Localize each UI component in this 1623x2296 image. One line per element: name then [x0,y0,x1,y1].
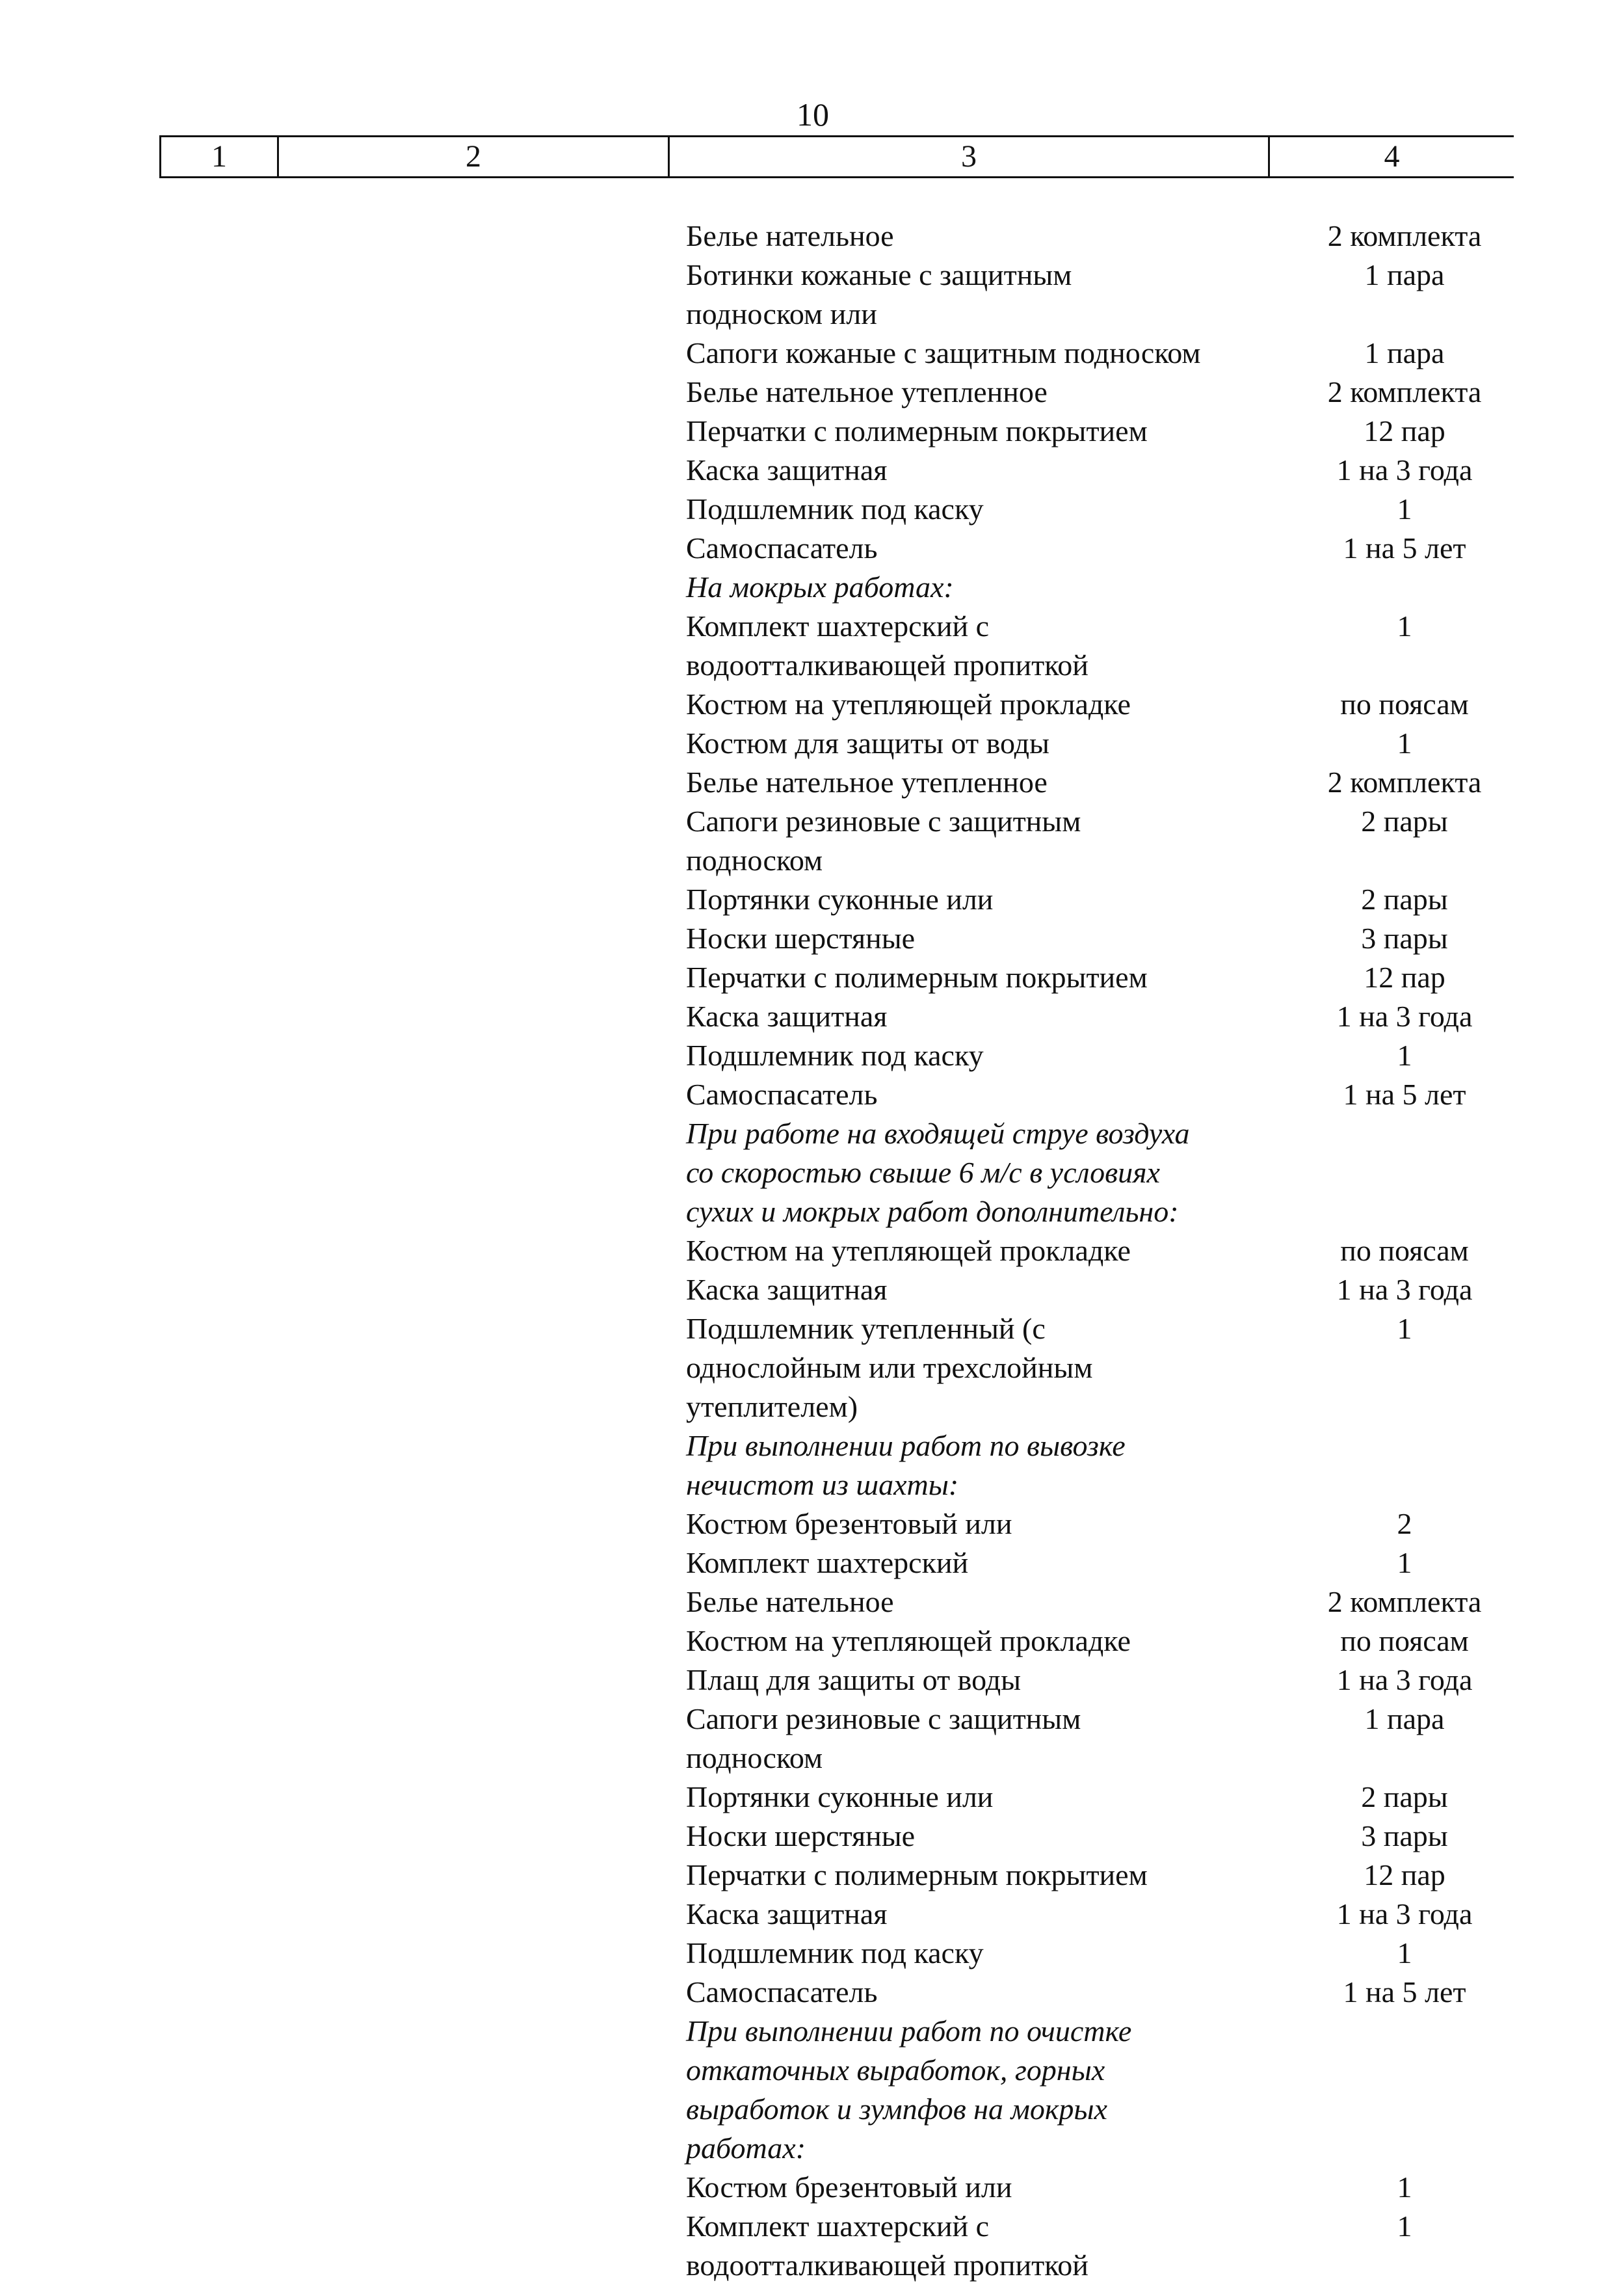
item-row [686,1895,1531,1934]
item-quantity: 1 [1397,1312,1412,1345]
section-heading [686,2012,1284,2168]
item-name-line: Костюм на утепляющей прокладке [686,1234,1131,1267]
item-name [686,997,1284,1036]
item-name-line: Самоспасатель [686,1975,878,2009]
item-name-line: водоотталкивающей пропиткой [686,648,1089,682]
item-quantity: по поясам [1340,687,1469,721]
item-row [686,724,1531,763]
item-name-line: Комплект шахтерский с [686,609,990,643]
item-name-line: Костюм брезентовый или [686,1507,1012,1540]
item-row [686,1036,1531,1075]
item-name [686,880,1284,919]
item-name-line: Самоспасатель [686,1078,878,1111]
item-name-line: подноском [686,1741,823,1774]
item-name [686,1973,1284,2012]
item-row [686,1856,1531,1895]
item-name-line: При выполнении работ по очистке [686,2014,1132,2048]
item-name [686,1700,1284,1778]
item-name-line: На мокрых работах: [686,570,954,604]
item-name-line: Перчатки с полимерным покрытием [686,961,1148,994]
item-quantity: 12 пар [1364,1858,1445,1891]
item-name-line: утеплителем) [686,1390,858,1423]
item-name [686,607,1284,685]
item-name-line: Костюм для защиты от воды [686,727,1049,760]
item-name-line: со скоростью свыше 6 м/с в условиях [686,1156,1160,1189]
item-quantity: по поясам [1340,1234,1469,1267]
item-name-line: Подшлемник под каску [686,1039,984,1072]
item-name [686,529,1284,568]
item-name [686,1036,1284,1075]
item-name [686,919,1284,958]
item-name-line: выработок и зумпфов на мокрых [686,2092,1107,2126]
item-row [686,685,1531,724]
item-name-line: Портянки суконные или [686,883,994,916]
item-quantity: 2 комплекта [1327,1585,1482,1618]
item-name [686,802,1284,880]
item-name-line: Каска защитная [686,1000,888,1033]
item-quantity: 1 [1397,727,1412,760]
item-name-line: Перчатки с полимерным покрытием [686,414,1148,447]
header-column-1: 1 [161,137,279,176]
item-row [686,412,1531,451]
header-column-3: 3 [670,137,1270,176]
item-quantity: 1 [1397,609,1412,643]
item-row [686,1075,1531,1114]
item-name-line: Сапоги кожаные с защитным подноском [686,336,1201,369]
item-row [686,529,1531,568]
item-name [686,2168,1284,2207]
item-name-line: подноском [686,844,823,877]
item-row [686,217,1531,256]
item-name [686,1622,1284,1661]
section-heading-row [686,2012,1531,2168]
item-name [686,1231,1284,1270]
item-row [686,802,1531,880]
item-row [686,1661,1531,1700]
item-row [686,997,1531,1036]
item-name [686,1075,1284,1114]
item-row [686,2207,1531,2285]
item-row [686,919,1531,958]
section-heading-row [686,1114,1531,1231]
item-name [686,1582,1284,1622]
item-quantity: 1 пара [1364,336,1445,369]
item-quantity: 1 [1397,492,1412,526]
table-header [159,135,1514,178]
item-quantity: 2 пары [1361,883,1448,916]
item-quantity: 1 пара [1364,258,1445,291]
item-name [686,2207,1284,2285]
item-quantity: 1 на 3 года [1336,1000,1473,1033]
item-name-line: Каска защитная [686,1897,888,1930]
item-row [686,1504,1531,1543]
item-row [686,2168,1531,2207]
item-row [686,373,1531,412]
item-quantity: 1 на 3 года [1336,1897,1473,1930]
item-row [686,451,1531,490]
item-quantity [1284,1426,1525,1504]
item-row [686,1309,1531,1426]
item-quantity [1284,568,1525,607]
item-name [686,763,1284,802]
item-name-line: Комплект шахтерский с [686,2209,990,2243]
item-name-line: Портянки суконные или [686,1780,994,1813]
item-quantity [1284,1114,1525,1231]
item-row [686,1543,1531,1582]
item-row [686,880,1531,919]
item-name-line: Костюм брезентовый или [686,2170,1012,2204]
item-name-line: Сапоги резиновые с защитным [686,805,1081,838]
item-name [686,1895,1284,1934]
item-quantity: 2 комплекта [1327,375,1482,408]
item-name-line: Носки шерстяные [686,922,916,955]
item-quantity: 3 пары [1361,1819,1448,1852]
item-row [686,1778,1531,1817]
item-name [686,1934,1284,1973]
section-heading [686,568,1284,607]
item-quantity: 1 на 5 лет [1343,531,1466,565]
item-name [686,1309,1284,1426]
ppe-items-list [686,217,1531,2285]
item-row [686,1582,1531,1622]
item-row [686,958,1531,997]
header-column-4: 4 [1384,139,1400,174]
item-name-line: откаточных выработок, горных [686,2053,1105,2087]
item-quantity: 1 на 5 лет [1343,1975,1466,2009]
item-quantity: 1 [1397,1039,1412,1072]
item-name-line: Костюм на утепляющей прокладке [686,687,1131,721]
item-name-line: Каска защитная [686,1273,888,1306]
item-name [686,373,1284,412]
item-name-line: Самоспасатель [686,531,878,565]
item-row [686,1973,1531,2012]
item-name [686,1504,1284,1543]
item-quantity: 1 пара [1364,1702,1445,1735]
item-name-line: Носки шерстяные [686,1819,916,1852]
item-row [686,1934,1531,1973]
item-name-line: Сапоги резиновые с защитным [686,1702,1081,1735]
header-column-2: 2 [279,137,670,176]
item-name-line: При работе на входящей струе воздуха [686,1117,1190,1150]
item-row [686,607,1531,685]
item-name [686,334,1284,373]
item-name-line: Белье нательное утепленное [686,375,1048,408]
item-quantity: 1 [1397,1546,1412,1579]
item-quantity: 1 на 3 года [1336,1663,1473,1696]
item-name-line: Белье нательное утепленное [686,766,1048,799]
item-quantity: 2 комплекта [1327,766,1482,799]
item-quantity: 1 [1397,2209,1412,2243]
item-name [686,724,1284,763]
item-name-line: Подшлемник под каску [686,1936,984,1969]
item-quantity: 1 на 5 лет [1343,1078,1466,1111]
item-quantity: 1 на 3 года [1336,453,1473,487]
item-name [686,1661,1284,1700]
item-row [686,1700,1531,1778]
item-name-line: однослойным или трехслойным [686,1351,1093,1384]
item-name-line: Каска защитная [686,453,888,487]
item-name-line: При выполнении работ по вывозке [686,1429,1126,1462]
item-quantity: 12 пар [1364,961,1445,994]
item-quantity: 2 [1397,1507,1412,1540]
item-name-line: Костюм на утепляющей прокладке [686,1624,1131,1657]
item-name [686,217,1284,256]
item-quantity: 1 [1397,2170,1412,2204]
item-row [686,1622,1531,1661]
item-row [686,1817,1531,1856]
item-name [686,685,1284,724]
item-quantity: 3 пары [1361,922,1448,955]
item-name [686,490,1284,529]
item-quantity: по поясам [1340,1624,1469,1657]
item-name-line: Комплект шахтерский [686,1546,969,1579]
item-name-line: подноском или [686,297,877,330]
item-name [686,958,1284,997]
item-name [686,256,1284,334]
item-name-line: Белье нательное [686,219,894,252]
section-heading-row [686,568,1531,607]
item-name-line: Белье нательное [686,1585,894,1618]
item-name-line: Перчатки с полимерным покрытием [686,1858,1148,1891]
item-row [686,256,1531,334]
item-quantity: 2 пары [1361,805,1448,838]
item-name [686,451,1284,490]
item-quantity: 2 комплекта [1327,219,1482,252]
item-name-line: Ботинки кожаные с защитным [686,258,1072,291]
item-name [686,1543,1284,1582]
section-heading [686,1426,1284,1504]
item-row [686,334,1531,373]
item-row [686,763,1531,802]
page-number: 10 [797,96,829,133]
item-name [686,1778,1284,1817]
item-name-line: Плащ для защиты от воды [686,1663,1022,1696]
item-name-line: водоотталкивающей пропиткой [686,2249,1089,2282]
item-name [686,412,1284,451]
item-name-line: нечистот из шахты: [686,1468,959,1501]
item-name-line: Подшлемник утепленный (с [686,1312,1046,1345]
item-quantity: 2 пары [1361,1780,1448,1813]
section-heading [686,1114,1284,1231]
item-name [686,1817,1284,1856]
item-name [686,1270,1284,1309]
item-quantity: 1 на 3 года [1336,1273,1473,1306]
item-row [686,490,1531,529]
item-quantity: 1 [1397,1936,1412,1969]
item-name-line: Подшлемник под каску [686,492,984,526]
item-row [686,1270,1531,1309]
item-quantity: 12 пар [1364,414,1445,447]
item-quantity [1284,2012,1525,2168]
item-name-line: сухих и мокрых работ дополнительно: [686,1195,1179,1228]
item-name-line: работах: [686,2131,806,2165]
item-name [686,1856,1284,1895]
item-row [686,1231,1531,1270]
section-heading-row [686,1426,1531,1504]
